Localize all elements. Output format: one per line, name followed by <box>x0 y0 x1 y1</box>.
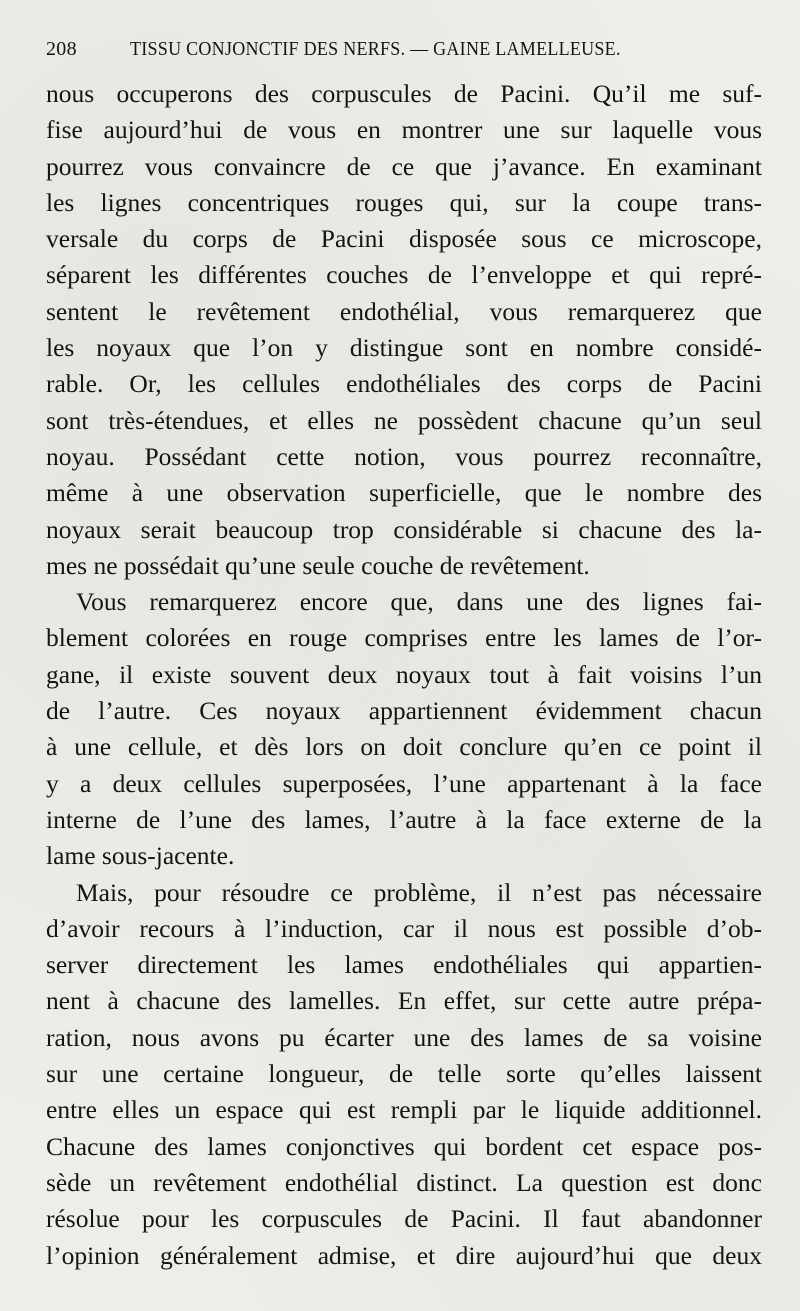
text-line: Vous remarquerez encore que, dans une des lignes fai- <box>76 587 762 617</box>
text-line: noyau. Possédant cette notion, vous pourrez reconnaître, <box>46 441 762 471</box>
text-line: Mais, pour résoudre ce problème, il n’est pas nécessaire <box>76 877 762 907</box>
text-line: séparent les différentes couches de l’enveloppe et qui repré- <box>46 260 762 290</box>
page-header <box>46 38 756 70</box>
text-line: entre elles un espace qui est rempli par le liquide additionnel. <box>46 1095 762 1125</box>
text-line: fise aujourd’hui de vous en montrer une sur laquelle vous <box>46 115 762 145</box>
text-line: noyaux serait beaucoup trop considérable si chacune des la- <box>46 514 762 544</box>
text-line: les lignes concentriques rouges qui, sur la coupe trans- <box>46 187 762 217</box>
text-line: y a deux cellules superposées, l’une appartenant à la face <box>46 768 762 798</box>
text-line: sède un revêtement endothélial distinct. La question est donc <box>46 1167 762 1197</box>
text-line: mes ne possédait qu’une seule couche de revêtement. <box>46 550 590 580</box>
text-line: sentent le revêtement endothélial, vous remarquerez que <box>46 296 762 326</box>
text-line: à une cellule, et dès lors on doit conclure qu’en ce point il <box>46 732 762 762</box>
text-line: interne de l’une des lames, l’autre à la face externe de la <box>46 804 762 834</box>
text-line: sont très-étendues, et elles ne possèdent chacune qu’un seul <box>46 405 762 435</box>
text-line: ration, nous avons pu écarter une des lames de sa voisine <box>46 1022 762 1052</box>
text-line: de l’autre. Ces noyaux appartiennent évidemment chacun <box>46 696 762 726</box>
text-line: résolue pour les corpuscules de Pacini. Il faut abandonner <box>46 1204 762 1234</box>
text-line: nent à chacune des lamelles. En effet, sur cette autre prépa- <box>46 986 762 1016</box>
text-line: versale du corps de Pacini disposée sous ce microscope, <box>46 224 762 254</box>
text-line: d’avoir recours à l’induction, car il nous est possible d’ob- <box>46 913 762 943</box>
text-line: lame sous-jacente. <box>46 841 235 871</box>
text-line: Chacune des lames conjonctives qui bordent cet espace pos- <box>46 1131 762 1161</box>
body-text <box>46 76 762 1274</box>
text-line: nous occuperons des corpuscules de Pacini. Qu’il me suf- <box>46 79 762 108</box>
text-line: les noyaux que l’on y distingue sont en nombre considé- <box>46 333 762 363</box>
text-line: pourrez vous convaincre de ce que j’avance. En examinant <box>46 151 762 181</box>
text-line: l’opinion généralement admise, et dire aujourd’hui que deux <box>46 1240 762 1270</box>
text-line: rable. Or, les cellules endothéliales des corps de Pacini <box>46 369 762 399</box>
text-line: gane, il existe souvent deux noyaux tout à fait voisins l’un <box>46 659 762 689</box>
text-line: blement colorées en rouge comprises entre les lames de l’or- <box>46 623 762 653</box>
text-line: sur une certaine longueur, de telle sorte qu’elles laissent <box>46 1059 762 1089</box>
text-line: server directement les lames endothéliales qui appartien- <box>46 950 762 980</box>
running-title: TISSU CONJONCTIF DES NERFS. — GAINE LAMELLEUSE. <box>130 38 621 60</box>
page-number: 208 <box>46 38 77 60</box>
text-line: même à une observation superficielle, que le nombre des <box>46 478 762 508</box>
